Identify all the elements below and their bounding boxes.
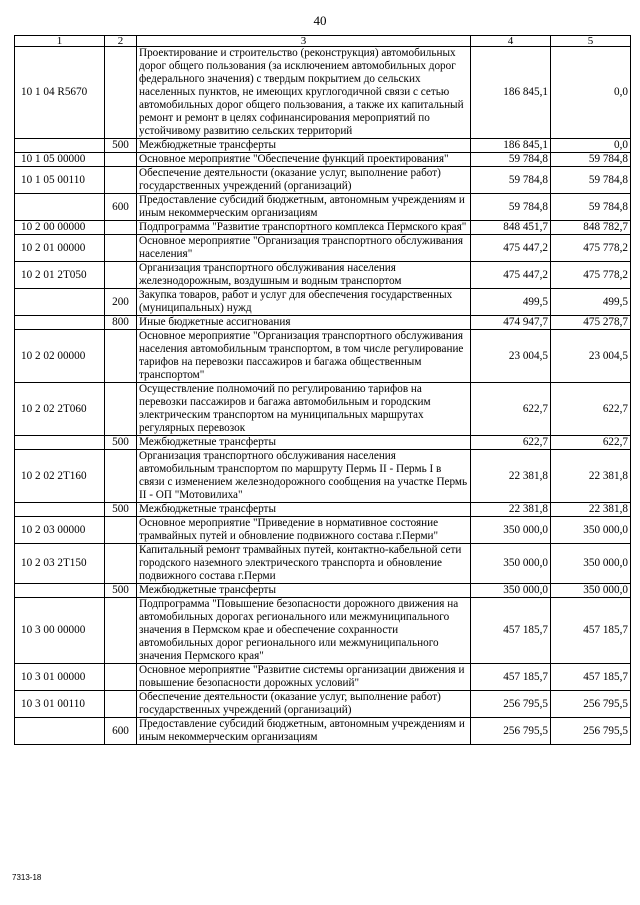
name-cell: Организация транспортного обслуживания населения железнодорожным, воздушным и водным транспортом	[137, 262, 471, 289]
name-cell: Предоставление субсидий бюджетным, автономным учреждениям и иным некоммерческим организациям	[137, 718, 471, 745]
header-cell-value-1: 4	[471, 36, 551, 47]
header-cell-code: 1	[15, 36, 105, 47]
value-2-cell: 350 000,0	[551, 584, 631, 598]
table-row	[15, 664, 631, 691]
expense-type-cell: 500	[105, 436, 137, 450]
value-2-cell: 622,7	[551, 436, 631, 450]
value-2-cell: 350 000,0	[551, 517, 631, 544]
name-cell: Обеспечение деятельности (оказание услуг, выполнение работ) государственных учреждений (организаций)	[137, 691, 471, 718]
code-cell	[15, 316, 105, 330]
name-cell: Предоставление субсидий бюджетным, автономным учреждениям и иным некоммерческим организациям	[137, 194, 471, 221]
table-row	[15, 194, 631, 221]
value-1-cell: 457 185,7	[471, 664, 551, 691]
value-2-cell: 475 278,7	[551, 316, 631, 330]
value-1-cell: 256 795,5	[471, 691, 551, 718]
value-1-cell: 23 004,5	[471, 330, 551, 383]
value-2-cell: 350 000,0	[551, 544, 631, 584]
value-2-cell: 256 795,5	[551, 691, 631, 718]
value-2-cell: 457 185,7	[551, 598, 631, 664]
value-2-cell: 0,0	[551, 47, 631, 139]
code-cell: 10 2 03 2Т150	[15, 544, 105, 584]
expense-type-cell	[105, 664, 137, 691]
name-cell: Межбюджетные трансферты	[137, 436, 471, 450]
code-cell: 10 2 01 2Т050	[15, 262, 105, 289]
code-cell: 10 2 02 00000	[15, 330, 105, 383]
name-cell: Подпрограмма "Развитие транспортного комплекса Пермского края"	[137, 221, 471, 235]
expense-type-cell: 600	[105, 194, 137, 221]
value-1-cell: 256 795,5	[471, 718, 551, 745]
expense-type-cell	[105, 330, 137, 383]
code-cell	[15, 139, 105, 153]
expense-type-cell	[105, 221, 137, 235]
value-2-cell: 848 782,7	[551, 221, 631, 235]
name-cell: Закупка товаров, работ и услуг для обеспечения государственных (муниципальных) нужд	[137, 289, 471, 316]
code-cell: 10 3 01 00110	[15, 691, 105, 718]
expense-type-cell	[105, 235, 137, 262]
name-cell: Основное мероприятие "Организация транспортного обслуживания населения"	[137, 235, 471, 262]
table-row	[15, 221, 631, 235]
value-1-cell: 186 845,1	[471, 139, 551, 153]
value-1-cell: 350 000,0	[471, 544, 551, 584]
value-2-cell: 457 185,7	[551, 664, 631, 691]
code-cell: 10 1 04 R5670	[15, 47, 105, 139]
value-1-cell: 474 947,7	[471, 316, 551, 330]
expense-type-cell	[105, 691, 137, 718]
expense-type-cell: 800	[105, 316, 137, 330]
header-cell-type: 2	[105, 36, 137, 47]
code-cell: 10 3 01 00000	[15, 664, 105, 691]
table-row	[15, 235, 631, 262]
value-2-cell: 622,7	[551, 383, 631, 436]
code-cell: 10 1 05 00110	[15, 167, 105, 194]
budget-table	[14, 35, 631, 745]
expense-type-cell	[105, 167, 137, 194]
document-footer-code: 7313-18	[12, 873, 42, 882]
expense-type-cell	[105, 598, 137, 664]
value-2-cell: 499,5	[551, 289, 631, 316]
table-row	[15, 598, 631, 664]
expense-type-cell: 500	[105, 139, 137, 153]
table-row	[15, 517, 631, 544]
name-cell: Основное мероприятие "Обеспечение функций проектирования"	[137, 153, 471, 167]
value-1-cell: 622,7	[471, 436, 551, 450]
expense-type-cell: 500	[105, 503, 137, 517]
value-2-cell: 0,0	[551, 139, 631, 153]
table-row	[15, 436, 631, 450]
table-header-row	[15, 36, 631, 47]
name-cell: Осуществление полномочий по регулированию тарифов на перевозки пассажиров и багажа автомобильным и городским электрическим транспортом на муниципальных маршрутах регулярных перевозок	[137, 383, 471, 436]
name-cell: Иные бюджетные ассигнования	[137, 316, 471, 330]
expense-type-cell: 200	[105, 289, 137, 316]
header-cell-name: 3	[137, 36, 471, 47]
expense-type-cell: 600	[105, 718, 137, 745]
name-cell: Основное мероприятие "Организация транспортного обслуживания населения автомобильным транспортом, в том числе регулирование тарифов на перевозки пассажиров и багажа общественным транспортом"	[137, 330, 471, 383]
name-cell: Межбюджетные трансферты	[137, 584, 471, 598]
code-cell	[15, 194, 105, 221]
name-cell: Межбюджетные трансферты	[137, 139, 471, 153]
value-1-cell: 499,5	[471, 289, 551, 316]
value-1-cell: 350 000,0	[471, 584, 551, 598]
value-1-cell: 622,7	[471, 383, 551, 436]
code-cell	[15, 584, 105, 598]
name-cell: Обеспечение деятельности (оказание услуг, выполнение работ) государственных учреждений (организаций)	[137, 167, 471, 194]
table-row	[15, 584, 631, 598]
code-cell: 10 2 02 2Т160	[15, 450, 105, 503]
table-row	[15, 544, 631, 584]
table-row	[15, 316, 631, 330]
table-row	[15, 167, 631, 194]
code-cell	[15, 503, 105, 517]
page-number: 40	[313, 13, 327, 28]
value-1-cell: 457 185,7	[471, 598, 551, 664]
code-cell: 10 3 00 00000	[15, 598, 105, 664]
expense-type-cell	[105, 383, 137, 436]
name-cell: Основное мероприятие "Развитие системы организации движения и повышение безопасности дорожных условий"	[137, 664, 471, 691]
table-row	[15, 330, 631, 383]
value-1-cell: 59 784,8	[471, 153, 551, 167]
name-cell: Межбюджетные трансферты	[137, 503, 471, 517]
value-2-cell: 59 784,8	[551, 194, 631, 221]
name-cell: Проектирование и строительство (реконструкция) автомобильных дорог общего пользования (за исключением автомобильных дорог федерального значения) с твердым покрытием до сельских населенных пунктов, не имеющих круглогодичной связи с сетью автомобильных дорог общего пользования, а также их капитальный ремонт и ремонт в целях софинансирования мероприятий по устойчивому развитию сельских территорий	[137, 47, 471, 139]
expense-type-cell	[105, 47, 137, 139]
expense-type-cell	[105, 517, 137, 544]
name-cell: Организация транспортного обслуживания населения автомобильным транспортом по маршруту Пермь II - Пермь I в связи с изменением железнодорожного сообщения на участке Пермь II - ОП "Мотовилиха"	[137, 450, 471, 503]
name-cell: Капитальный ремонт трамвайных путей, контактно-кабельной сети городского наземного электрического транспорта и обновление подвижного состава г.Перми	[137, 544, 471, 584]
code-cell	[15, 718, 105, 745]
value-1-cell: 59 784,8	[471, 167, 551, 194]
value-1-cell: 475 447,2	[471, 262, 551, 289]
value-2-cell: 59 784,8	[551, 167, 631, 194]
name-cell: Подпрограмма "Повышение безопасности дорожного движения на автомобильных дорогах регионального или межмуниципального значения в Пермском крае и обеспечение сохранности автомобильных дорог регионального или межмуниципального значения Пермского края"	[137, 598, 471, 664]
code-cell: 10 2 00 00000	[15, 221, 105, 235]
table-row	[15, 153, 631, 167]
expense-type-cell	[105, 153, 137, 167]
table-row	[15, 503, 631, 517]
value-1-cell: 848 451,7	[471, 221, 551, 235]
table-row	[15, 47, 631, 139]
code-cell: 10 2 03 00000	[15, 517, 105, 544]
expense-type-cell	[105, 262, 137, 289]
code-cell: 10 2 01 00000	[15, 235, 105, 262]
value-1-cell: 475 447,2	[471, 235, 551, 262]
code-cell	[15, 289, 105, 316]
value-1-cell: 350 000,0	[471, 517, 551, 544]
expense-type-cell: 500	[105, 584, 137, 598]
table-row	[15, 139, 631, 153]
value-2-cell: 59 784,8	[551, 153, 631, 167]
table-row	[15, 383, 631, 436]
expense-type-cell	[105, 544, 137, 584]
value-1-cell: 22 381,8	[471, 450, 551, 503]
table-row	[15, 718, 631, 745]
table-row	[15, 691, 631, 718]
expense-type-cell	[105, 450, 137, 503]
table-row	[15, 262, 631, 289]
value-1-cell: 186 845,1	[471, 47, 551, 139]
value-2-cell: 475 778,2	[551, 235, 631, 262]
value-2-cell: 256 795,5	[551, 718, 631, 745]
header-cell-value-2: 5	[551, 36, 631, 47]
name-cell: Основное мероприятие "Приведение в нормативное состояние трамвайных путей и обновление подвижного состава г.Перми"	[137, 517, 471, 544]
table-row	[15, 450, 631, 503]
value-2-cell: 475 778,2	[551, 262, 631, 289]
table-row	[15, 289, 631, 316]
value-1-cell: 22 381,8	[471, 503, 551, 517]
value-1-cell: 59 784,8	[471, 194, 551, 221]
code-cell: 10 1 05 00000	[15, 153, 105, 167]
value-2-cell: 22 381,8	[551, 450, 631, 503]
code-cell	[15, 436, 105, 450]
value-2-cell: 23 004,5	[551, 330, 631, 383]
value-2-cell: 22 381,8	[551, 503, 631, 517]
code-cell: 10 2 02 2Т060	[15, 383, 105, 436]
